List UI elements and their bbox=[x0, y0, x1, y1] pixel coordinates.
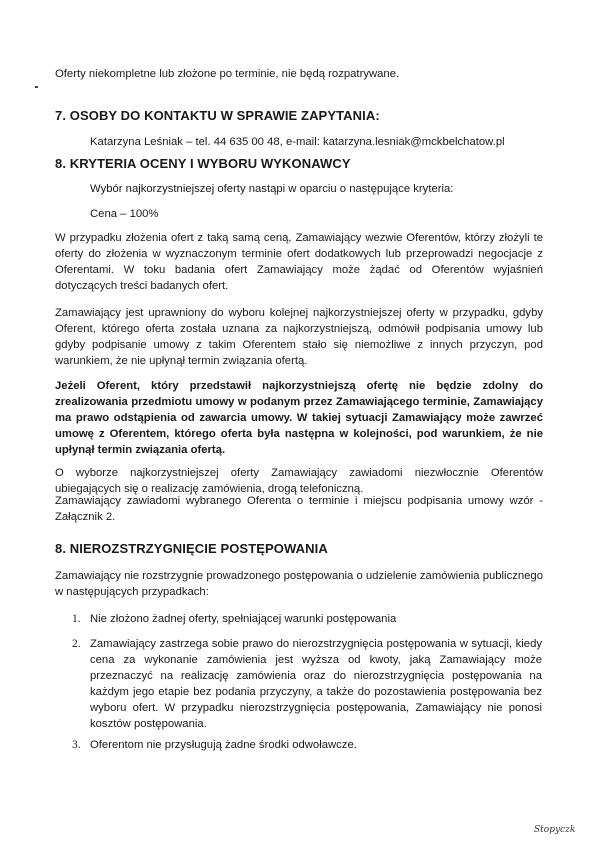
list-item bbox=[72, 611, 542, 627]
section-8-title: 8. KRYTERIA OCENY I WYBORU WYKONAWCY bbox=[55, 156, 351, 171]
section-8b-title: 8. NIEROZSTRZYGNIĘCIE POSTĘPOWANIA bbox=[55, 541, 328, 556]
list-item bbox=[72, 636, 542, 732]
list-item-number: 1. bbox=[72, 613, 81, 625]
paragraph-next-offer: Zamawiający jest uprawniony do wyboru kolejnej najkorzystniejszej oferty w przypadku, gdyby Oferent, którego oferta została uznana za najkorzystniejszą, odmówił podpisania umowy lub gdyby podpisanie umowy z takim Oferentem stało się niemożliwe z innych przyczyn, pod warunkiem, że nie upłynął termin związania ofertą. bbox=[55, 307, 543, 368]
list-item-number: 2. bbox=[72, 638, 81, 650]
paragraph-incomplete-offers: Oferty niekompletne lub złożone po terminie, nie będą rozpatrywane. bbox=[55, 68, 400, 80]
criteria-intro: Wybór najkorzystniejszej oferty nastąpi w oparciu o następujące kryteria: bbox=[90, 183, 454, 195]
list-item-text: Oferentom nie przysługują żadne środki odwoławcze. bbox=[90, 739, 357, 751]
contact-line: Katarzyna Leśniak – tel. 44 635 00 48, e-mail: katarzyna.lesniak@mckbelchatow.pl bbox=[90, 136, 505, 148]
list-item-text: Zamawiający zastrzega sobie prawo do nierozstrzygnięcia postępowania w sytuacji, kiedy cena za wykonanie zamówienia jest wyższa od kwoty, jaką Zamawiający może przeznaczyć na realizację zamówienia oraz do nierozstrzygnięcia postępowania na każdym jego etapie bez podania przyczyny, a także do pozostawienia postępowania bez wyboru ofert. W przypadku nierozstrzygnięcia postępowania, Zamawiający nie ponosi kosztów postępowania. bbox=[90, 638, 542, 731]
paragraph-withdrawal-bold: Jeżeli Oferent, który przedstawił najkorzystniejszą ofertę nie będzie zdolny do zrealizowania przedmiotu umowy w podanym przez Zamawiającego terminie, Zamawiający ma prawo odstąpienia od zawarcia umowy. W takiej sytuacji Zamawiający może zawrzeć umowę z Oferentem, którego oferta była następna w kolejności, pod warunkiem, że nie upłynął termin związania ofertą. bbox=[55, 380, 543, 457]
list-item-text: Nie złożono żadnej oferty, spełniającej warunki postępowania bbox=[90, 613, 397, 625]
stray-mark bbox=[35, 86, 38, 88]
section-7-title: 7. OSOBY DO KONTAKTU W SPRAWIE ZAPYTANIA: bbox=[55, 108, 380, 123]
paragraph-notify: O wyborze najkorzystniejszej oferty Zamawiający zawiadomi niezwłocznie Oferentów ubiegających się o realizację zamówienia, drogą telefoniczną. bbox=[55, 467, 543, 496]
paragraph-winner: Zamawiający zawiadomi wybranego Oferenta o terminie i miejscu podpisania umowy wzór - Załącznik 2. bbox=[55, 495, 543, 524]
handwritten-signature: Stopyczk bbox=[534, 825, 576, 835]
paragraph-same-price: W przypadku złożenia ofert z taką samą ceną, Zamawiający wezwie Oferentów, którzy złożyli te oferty do złożenia w wyznaczonym terminie ofert dodatkowych lub przeprowadzi negocjacje z Oferentami. W toku badania ofert Zamawiający może żądać od Oferentów wyjaśnień dotyczących treści badanych ofert. bbox=[55, 232, 543, 293]
section-8b-intro: Zamawiający nie rozstrzygnie prowadzonego postępowania o udzielenie zamówienia publicznego w następujących przypadkach: bbox=[55, 570, 543, 599]
list-item bbox=[72, 737, 542, 753]
list-item-number: 3. bbox=[72, 739, 81, 751]
criteria-price: Cena – 100% bbox=[90, 208, 159, 220]
